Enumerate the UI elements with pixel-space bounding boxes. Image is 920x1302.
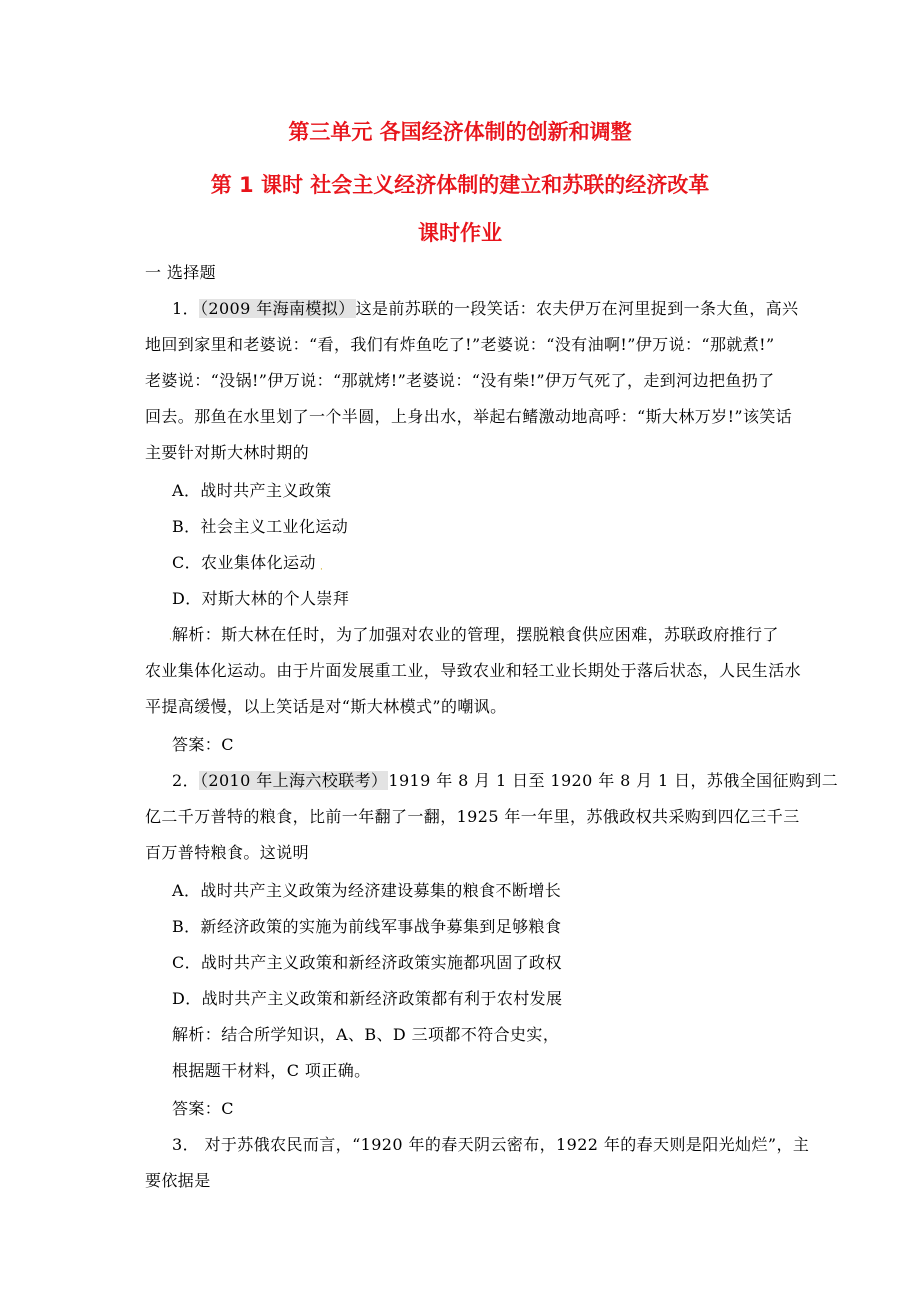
q2-source: （2010 年上海六校联考） [199,771,388,790]
q1-number: 1． [172,299,199,318]
q2-first-line [172,770,839,792]
q2-option-b: B．新经济政策的实施为前线军事战争募集到足够粮食 [172,917,562,936]
q2-answer: 答案：C [172,1099,234,1118]
q1-option-a: A．战时共产主义政策 [172,481,332,500]
section-heading: 一 选择题 [145,263,217,282]
q2-stem-line: 1919 年 8 月 1 日至 1920 年 8 月 1 日，苏俄全国征购到二 [388,771,839,790]
q2-option-c: C．战时共产主义政策和新经济政策实施都巩固了政权 [172,953,562,972]
q3-stem-line: 对于苏俄农民而言，“1920 年的春天阴云密布，1922 年的春天则是阳光灿烂”，主 [198,1135,810,1154]
q1-source: （2009 年海南模拟） [199,299,355,318]
q3-first-line [172,1134,812,1156]
q1-analysis-line: 农业集体化运动。由于片面发展重工业，导致农业和轻工业长期处于落后状态，人民生活水 [145,661,802,680]
q1-stem-line: 主要针对斯大林时期的 [145,443,310,462]
q1-option-d: D．对斯大林的个人崇拜 [172,589,350,608]
q2-stem-line: 亿二千万普特的粮食，比前一年翻了一翻，1925 年一年里，苏俄政权共采购到四亿三千三 [145,807,800,826]
q1-stem-line: 回去。那鱼在水里划了一个半圆，上身出水，举起右鳍激动地高呼：“斯大林万岁!”该笑话 [145,407,793,426]
q2-analysis-line: 根据题干材料，C 项正确。 [172,1061,371,1080]
unit-title: 第三单元 各国经济体制的创新和调整 [288,120,632,144]
homework-title: 课时作业 [418,221,502,245]
q2-analysis-line: 解析：结合所学知识，A、B、D 三项都不符合史实， [172,1025,560,1044]
q3-stem-line: 要依据是 [145,1171,211,1190]
scan-mark: · [169,635,172,645]
q1-analysis-line: 平提高缓慢，以上笑话是对“斯大林模式”的嘲讽。 [145,697,507,716]
q1-analysis-line: 解析：斯大林在任时，为了加强对农业的管理，摆脱粮食供应困难，苏联政府推行了 [172,625,779,644]
q1-stem-line: 老婆说：“没锅!”伊万说：“那就烤!”老婆说：“没有柴!”伊万气死了，走到河边把鱼扔了 [145,371,775,390]
q1-option-b: B．社会主义工业化运动 [172,517,349,536]
scan-mark: · [320,565,323,575]
q1-option-c: C．农业集体化运动 [172,553,316,572]
lesson-title: 第 1 课时 社会主义经济体制的建立和苏联的经济改革 [210,173,710,197]
q2-option-d: D．战时共产主义政策和新经济政策都有利于农村发展 [172,989,563,1008]
q1-stem-line: 这是前苏联的一段笑话：农夫伊万在河里捉到一条大鱼，高兴 [355,299,799,318]
q1-stem-line: 地回到家里和老婆说：“看，我们有炸鱼吃了!”老婆说：“没有油啊!”伊万说：“那就煮!” [145,335,775,354]
q3-number: 3． [172,1135,199,1154]
q2-number: 2． [172,771,199,790]
q1-first-line [172,298,812,320]
q1-answer: 答案：C [172,735,234,754]
q2-option-a: A．战时共产主义政策为经济建设募集的粮食不断增长 [172,881,562,900]
q2-stem-line: 百万普特粮食。这说明 [145,843,310,862]
